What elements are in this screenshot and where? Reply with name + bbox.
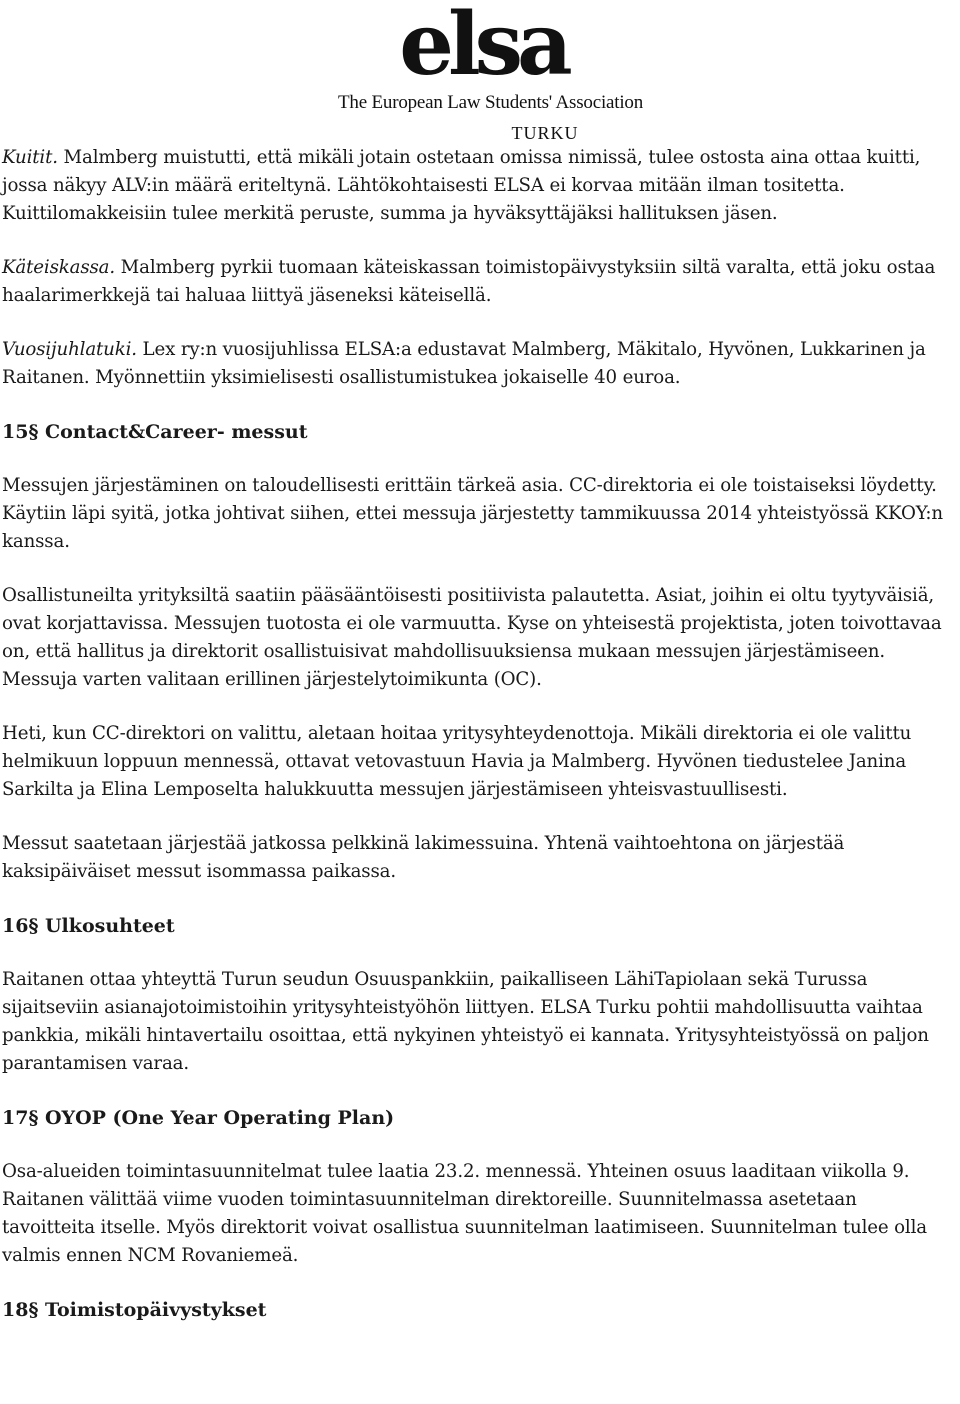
paragraph-text: Lex ry:n vuosijuhlissa ELSA:a edustavat Malmberg, Mäkitalo, Hyvönen, Lukkarinen ja Raitanen. Myönnettiin yksimielisesti osallistumistukea jokaiselle 40 euroa. xyxy=(2,339,926,388)
paragraph-label: Vuosijuhlatuki. xyxy=(2,339,137,360)
paragraph-text: Malmberg pyrkii tuomaan käteiskassan toimistopäivystyksiin siltä varalta, että joku ostaa haalarimerkkejä tai haluaa liittyä jäseneksi käteisellä. xyxy=(2,257,936,306)
paragraph-vuosijuhlatuki xyxy=(2,336,954,392)
section-15-paragraph: Osallistuneilta yrityksiltä saatiin pääsääntöisesti positiivista palautetta. Asiat, joihin ei oltu tyytyväisiä, ovat korjattavissa. Messujen tuotosta ei ole varmuutta. Kyse on yhteisestä projektista, joten toivottavaa on, että hallitus ja direktorit osallistuisivat mahdollisuuksiensa mukaan messujen järjestämiseen. Messuja varten valitaan erillinen järjestelytoimikunta (OC). xyxy=(2,585,942,690)
paragraph-kateiskassa xyxy=(2,254,954,310)
org-name: The European Law Students' Association xyxy=(338,92,644,113)
section-15-paragraph: Messut saatetaan järjestää jatkossa pelkkinä lakimessuina. Yhtenä vaihtoehtona on järjestää kaksipäiväiset messut isommassa paikassa. xyxy=(2,833,845,882)
paragraph-text: Malmberg muistutti, että mikäli jotain ostetaan omissa nimissä, tulee ostosta aina ottaa kuitti, jossa näkyy ALV:in määrä eriteltynä. Lähtökohtaisesti ELSA ei korvaa mitään ilman tositetta. Kuittilomakkeisiin tulee merkitä peruste, summa ja hyväksyttäjäksi hallituksen jäsen. xyxy=(2,147,921,224)
section-15-paragraph: Messujen järjestäminen on taloudellisesti erittäin tärkeä asia. CC-direktoria ei ole toistaiseksi löydetty. Käytiin läpi syitä, jotka johtivat siihen, ettei messuja järjestetty tammikuussa 2014 yhteistyössä KKOY:n kanssa. xyxy=(2,475,943,552)
section-heading-18: 18§ Toimistopäivystykset xyxy=(2,1299,267,1321)
paragraph-kuitit xyxy=(2,144,954,228)
section-16-paragraph: Raitanen ottaa yhteyttä Turun seudun Osuuspankkiin, paikalliseen LähiTapiolaan sekä Turussa sijaitseviin asianajotoimistoihin yritysyhteistyöhön liittyen. ELSA Turku pohtii mahdollisuutta vaihtaa pankkia, mikäli hintavertailu osoittaa, että nykyinen yhteistyö ei kannata. Yritysyhteistyössä on paljon parantamisen varaa. xyxy=(2,969,929,1074)
section-17-paragraph: Osa-alueiden toimintasuunnitelmat tulee laatia 23.2. mennessä. Yhteinen osuus laaditaan viikolla 9. Raitanen välittää viime vuoden toimintasuunnitelman direktoreille. Suunnitelmassa asetetaan tavoitteita itselle. Myös direktorit voivat osallistua suunnitelman laatimiseen. Suunnitelman tulee olla valmis ennen NCM Rovaniemeä. xyxy=(2,1161,927,1266)
paragraph-label: Kuitit. xyxy=(2,147,58,168)
document-body xyxy=(2,144,954,1350)
elsa-logo xyxy=(338,0,644,146)
logo-wordmark-text: elsa xyxy=(399,0,567,90)
section-heading-16: 16§ Ulkosuhteet xyxy=(2,915,175,937)
org-city: TURKU xyxy=(511,123,579,143)
paragraph-label: Käteiskassa. xyxy=(2,257,116,278)
section-heading-17: 17§ OYOP (One Year Operating Plan) xyxy=(2,1107,395,1129)
elsa-wordmark xyxy=(368,0,598,90)
section-heading-15: 15§ Contact&Career- messut xyxy=(2,421,308,443)
section-15-paragraph: Heti, kun CC-direktori on valittu, aletaan hoitaa yritysyhteydenottoja. Mikäli direktoria ei ole valittu helmikuun loppuun mennessä, ottavat vetovastuun Havia ja Malmberg. Hyvönen tiedustelee Janina Sarkilta ja Elina Lemposelta halukkuutta messujen järjestämiseen yhteisvastuullisesti. xyxy=(2,723,912,800)
